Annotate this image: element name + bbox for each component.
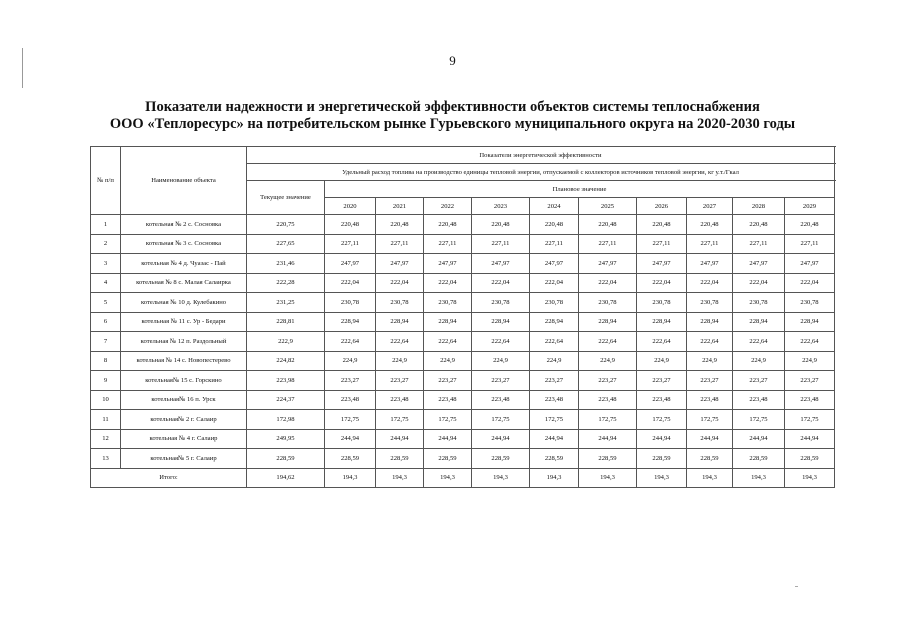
planned-value: 228,59 [785,449,835,469]
total-label: Итого: [91,468,247,488]
object-name: котельная № 12 п. Раздольный [121,332,247,352]
total-planned: 194,3 [530,468,579,488]
planned-value: 223,48 [637,390,687,410]
planned-value: 228,94 [424,312,472,332]
header-year: 2026 [637,198,687,215]
planned-value: 227,11 [733,234,785,254]
planned-value: 247,97 [579,254,637,274]
planned-value: 223,27 [530,371,579,391]
planned-value: 224,9 [687,351,733,371]
planned-value: 227,11 [376,234,424,254]
planned-value: 223,27 [325,371,376,391]
planned-value: 247,97 [687,254,733,274]
planned-value: 230,78 [530,293,579,313]
header-year: 2023 [472,198,530,215]
planned-value: 222,64 [472,332,530,352]
row-number: 11 [91,410,121,430]
planned-value: 222,64 [733,332,785,352]
row-number: 7 [91,332,121,352]
planned-value: 222,04 [472,273,530,293]
planned-value: 230,78 [637,293,687,313]
planned-value: 222,64 [530,332,579,352]
total-planned: 194,3 [579,468,637,488]
planned-value: 247,97 [530,254,579,274]
planned-value: 224,9 [472,351,530,371]
planned-value: 224,9 [376,351,424,371]
planned-value: 230,78 [424,293,472,313]
planned-value: 223,48 [785,390,835,410]
table-row [91,371,835,391]
table-row [91,410,835,430]
planned-value: 244,94 [579,429,637,449]
header-subtitle: Удельный расход топлива на производство единицы тепловой энергии, отпускаемой с коллекторов источников тепловой энергии, кг у.т./Гкал [247,164,835,181]
planned-value: 220,48 [637,215,687,235]
table-row [91,215,835,235]
planned-value: 247,97 [472,254,530,274]
planned-value: 244,94 [424,429,472,449]
planned-value: 230,78 [376,293,424,313]
object-name: котельная № 2 с. Сосновка [121,215,247,235]
planned-value: 228,59 [472,449,530,469]
planned-value: 247,97 [785,254,835,274]
current-value: 227,65 [247,234,325,254]
planned-value: 230,78 [472,293,530,313]
header-year: 2020 [325,198,376,215]
planned-value: 228,94 [325,312,376,332]
object-name: котельная№ 5 г. Салаир [121,449,247,469]
row-number: 5 [91,293,121,313]
header-year: 2029 [785,198,835,215]
row-number: 13 [91,449,121,469]
planned-value: 224,9 [424,351,472,371]
header-year: 2022 [424,198,472,215]
current-value: 222,9 [247,332,325,352]
header-year: 2028 [733,198,785,215]
planned-value: 172,75 [530,410,579,430]
planned-value: 223,27 [579,371,637,391]
planned-value: 222,64 [376,332,424,352]
planned-value: 223,48 [376,390,424,410]
planned-value: 223,48 [687,390,733,410]
planned-value: 227,11 [530,234,579,254]
planned-value: 228,59 [637,449,687,469]
planned-value: 223,27 [785,371,835,391]
planned-value: 222,04 [424,273,472,293]
total-planned: 194,3 [637,468,687,488]
object-name: котельная № 4 г. Салаир [121,429,247,449]
total-planned: 194,3 [325,468,376,488]
planned-value: 223,27 [424,371,472,391]
planned-value: 230,78 [733,293,785,313]
total-planned: 194,3 [687,468,733,488]
planned-value: 224,9 [325,351,376,371]
planned-value: 220,48 [325,215,376,235]
planned-value: 172,75 [733,410,785,430]
planned-value: 228,94 [785,312,835,332]
planned-value: 222,04 [785,273,835,293]
planned-value: 227,11 [785,234,835,254]
planned-value: 220,48 [472,215,530,235]
header-num: № п/п [91,147,121,215]
table-row [91,390,835,410]
current-value: 222,28 [247,273,325,293]
object-name: котельная № 11 с. Ур - Бедари [121,312,247,332]
planned-value: 222,64 [637,332,687,352]
planned-value: 228,59 [325,449,376,469]
planned-value: 228,59 [376,449,424,469]
total-current: 194,62 [247,468,325,488]
row-number: 12 [91,429,121,449]
planned-value: 222,04 [325,273,376,293]
title-line-2: ООО «Теплоресурс» на потребительском рынке Гурьевского муниципального округа на 2020-2030 годы [109,116,796,132]
planned-value: 222,64 [424,332,472,352]
planned-value: 247,97 [325,254,376,274]
planned-value: 244,94 [733,429,785,449]
planned-value: 222,64 [785,332,835,352]
planned-value: 220,48 [785,215,835,235]
title-line-1: Показатели надежности и энергетической эффективности объектов системы теплоснабжения [145,99,760,115]
planned-value: 247,97 [376,254,424,274]
planned-value: 228,94 [637,312,687,332]
document-title [0,99,905,133]
planned-value: 228,94 [579,312,637,332]
planned-value: 172,75 [637,410,687,430]
current-value: 231,46 [247,254,325,274]
object-name: котельная № 8 с. Малая Салаирка [121,273,247,293]
planned-value: 228,59 [530,449,579,469]
current-value: 231,25 [247,293,325,313]
planned-value: 244,94 [687,429,733,449]
planned-value: 223,48 [733,390,785,410]
total-planned: 194,3 [733,468,785,488]
efficiency-table [90,146,835,488]
planned-value: 222,64 [687,332,733,352]
table-row [91,351,835,371]
object-name: котельная № 14 с. Новопестерево [121,351,247,371]
header-year: 2025 [579,198,637,215]
object-name: котельная№ 16 п. Урск [121,390,247,410]
planned-value: 228,94 [530,312,579,332]
planned-value: 224,9 [530,351,579,371]
header-year: 2027 [687,198,733,215]
table-row [91,234,835,254]
current-value: 220,75 [247,215,325,235]
page-number: 9 [449,53,456,68]
planned-value: 228,94 [472,312,530,332]
current-value: 228,81 [247,312,325,332]
planned-value: 223,48 [579,390,637,410]
planned-value: 223,48 [424,390,472,410]
total-planned: 194,3 [376,468,424,488]
planned-value: 228,94 [687,312,733,332]
planned-value: 224,9 [579,351,637,371]
planned-value: 227,11 [637,234,687,254]
object-name: котельная № 4 д. Чуазас - Пай [121,254,247,274]
table-row [91,429,835,449]
planned-value: 223,27 [733,371,785,391]
planned-value: 223,48 [325,390,376,410]
header-name: Наименование объекта [121,147,247,215]
planned-value: 227,11 [579,234,637,254]
table-row [91,449,835,469]
object-name: котельная№ 15 с. Горскино [121,371,247,391]
planned-value: 224,9 [733,351,785,371]
planned-value: 247,97 [733,254,785,274]
planned-value: 227,11 [424,234,472,254]
total-planned: 194,3 [785,468,835,488]
planned-value: 224,9 [785,351,835,371]
planned-value: 223,27 [376,371,424,391]
table-row [91,273,835,293]
planned-value: 222,04 [530,273,579,293]
planned-value: 227,11 [472,234,530,254]
total-planned: 194,3 [472,468,530,488]
object-name: котельная № 3 с. Сосновка [121,234,247,254]
planned-value: 244,94 [637,429,687,449]
table-row [91,293,835,313]
current-value: 224,82 [247,351,325,371]
planned-value: 172,75 [424,410,472,430]
table-row [91,332,835,352]
planned-value: 222,04 [733,273,785,293]
planned-value: 230,78 [579,293,637,313]
scan-speck [795,586,798,587]
header-group: Показатели энергетической эффективности [247,147,835,164]
planned-value: 230,78 [785,293,835,313]
planned-value: 172,75 [325,410,376,430]
object-name: котельная№ 2 г. Салаир [121,410,247,430]
planned-value: 228,59 [733,449,785,469]
row-number: 4 [91,273,121,293]
planned-value: 244,94 [530,429,579,449]
row-number: 8 [91,351,121,371]
planned-value: 222,04 [637,273,687,293]
planned-value: 222,64 [325,332,376,352]
current-value: 228,59 [247,449,325,469]
row-number: 1 [91,215,121,235]
row-number: 6 [91,312,121,332]
planned-value: 222,04 [579,273,637,293]
planned-value: 228,59 [424,449,472,469]
planned-value: 227,11 [687,234,733,254]
planned-value: 224,9 [637,351,687,371]
header-year: 2021 [376,198,424,215]
planned-value: 172,75 [579,410,637,430]
current-value: 172,98 [247,410,325,430]
row-number: 3 [91,254,121,274]
planned-value: 228,94 [733,312,785,332]
planned-value: 230,78 [325,293,376,313]
planned-value: 244,94 [472,429,530,449]
planned-value: 223,48 [530,390,579,410]
planned-value: 228,94 [376,312,424,332]
header-current: Текущее значение [247,181,325,215]
row-number: 9 [91,371,121,391]
current-value: 223,98 [247,371,325,391]
planned-value: 247,97 [637,254,687,274]
planned-value: 223,48 [472,390,530,410]
row-number: 2 [91,234,121,254]
planned-value: 223,27 [687,371,733,391]
header-year: 2024 [530,198,579,215]
planned-value: 220,48 [424,215,472,235]
planned-value: 220,48 [376,215,424,235]
planned-value: 172,75 [376,410,424,430]
planned-value: 228,59 [687,449,733,469]
header-planned: Плановое значение [325,181,835,198]
planned-value: 220,48 [579,215,637,235]
planned-value: 172,75 [472,410,530,430]
total-row [91,468,835,488]
planned-value: 172,75 [687,410,733,430]
planned-value: 244,94 [785,429,835,449]
planned-value: 222,04 [687,273,733,293]
planned-value: 230,78 [687,293,733,313]
planned-value: 247,97 [424,254,472,274]
planned-value: 227,11 [325,234,376,254]
planned-value: 220,48 [687,215,733,235]
current-value: 224,37 [247,390,325,410]
total-planned: 194,3 [424,468,472,488]
current-value: 249,95 [247,429,325,449]
planned-value: 223,27 [472,371,530,391]
planned-value: 223,27 [637,371,687,391]
planned-value: 220,48 [530,215,579,235]
planned-value: 220,48 [733,215,785,235]
row-number: 10 [91,390,121,410]
table-row [91,254,835,274]
planned-value: 172,75 [785,410,835,430]
planned-value: 222,64 [579,332,637,352]
planned-value: 222,04 [376,273,424,293]
planned-value: 228,59 [579,449,637,469]
planned-value: 244,94 [376,429,424,449]
table-row [91,312,835,332]
object-name: котельная № 10 д. Кулебакино [121,293,247,313]
planned-value: 244,94 [325,429,376,449]
header-row-1 [91,147,835,164]
